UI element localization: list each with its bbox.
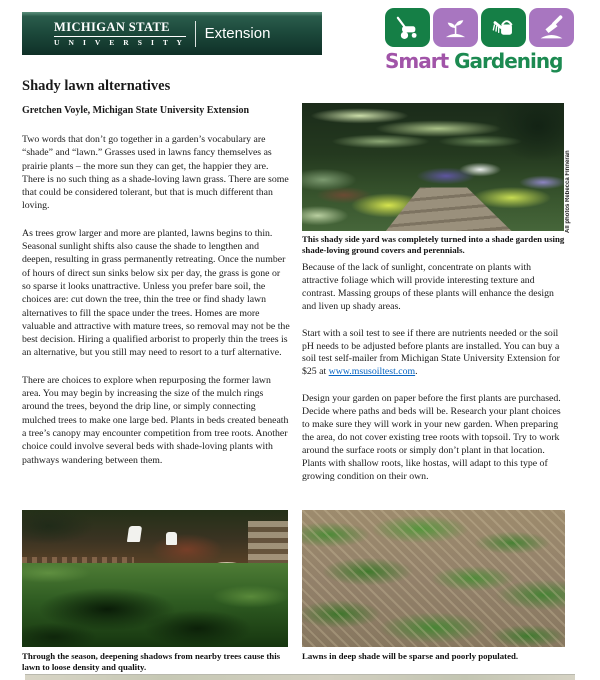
photo-shade-garden (302, 103, 564, 231)
smart-gardening-icon-row (385, 8, 577, 47)
paragraph: Because of the lack of sunlight, concentrate on plants with attractive foliage which will provide interesting texture and contrast. Massing groups of these plants will enhance the design and liven up shady areas. (302, 262, 554, 312)
photo-decoration-chair (166, 532, 177, 545)
paragraph-text: Start with a soil test to see if there are nutrients needed or the soil pH needs to be adjusted before plants are installed. You can buy a soil test self-mailer from Michigan State University Extension for $25 at (302, 327, 560, 378)
trowel-icon (529, 8, 574, 47)
msu-wordmark (22, 20, 270, 48)
msu-name-line1: MICHIGAN STATE (54, 20, 186, 37)
msu-extension-banner (22, 12, 322, 55)
photo-sparse-lawn (302, 510, 565, 647)
msu-name (54, 20, 186, 48)
extension-label: Extension (204, 25, 271, 42)
photo-decoration-lawn (22, 563, 288, 647)
lawn-mower-icon (385, 8, 430, 47)
wordmark-gardening: Gardening (454, 49, 563, 73)
paragraph: As trees grow larger and more are planted, lawns begins to thin. Seasonal sunlight shifts also cause the shade to lengthen and deepen, resulting in grass permanently retreating. Once the number of hours of direct sun sinks below six per day, the grass is gone or so sparse it looks unattractive. Unless you prefer bare soil, the choices are: cut down the tree, thin the tree or find shady lawn alternatives to fill the space under the trees. Homes are more valuable and attractive with mature trees, so removal may not be the best decision. Hiring a qualified arborist to properly thin the trees is an alternative, but you still may need to resort to a turf alternative. (22, 227, 290, 359)
seedling-icon (433, 8, 478, 47)
soil-test-link[interactable]: www.msusoiltest.com (328, 366, 416, 378)
byline: Gretchen Voyle, Michigan State University Extension (22, 105, 250, 116)
photo-caption-shaded-lawn: Through the season, deepening shadows from nearby trees cause this lawn to loose density and quality. (22, 651, 281, 672)
photo-decoration-stone-path (302, 187, 564, 231)
paragraph (302, 328, 567, 380)
smart-gardening-wordmark (385, 49, 577, 73)
watering-can-icon (481, 8, 526, 47)
wordmark-smart: Smart (385, 49, 449, 73)
photo-shaded-lawn (22, 510, 288, 647)
right-column (302, 262, 567, 498)
cut-off-photo-strip (25, 674, 575, 680)
photo-caption-sparse-lawn: Lawns in deep shade will be sparse and poorly populated. (302, 651, 519, 661)
photo-credit: All photos Rebecca Finneran (565, 150, 571, 233)
page-title: Shady lawn alternatives (22, 78, 171, 94)
paragraph: Design your garden on paper before the first plants are purchased. Decide where paths and beds will be. Research your plant choices to make sure they will work in your new garden. When preparing the area, do not cover existing tree roots with topsoil. Try to work around the surface roots or simply don’t plant in that location. Plants with shallow roots, like hostas, will adapt to this type of growing condition on their own. (302, 393, 561, 482)
paragraph-text: . (415, 366, 418, 378)
paragraph: Two words that don’t go together in a garden’s vocabulary are “shade” and “lawn.” Grasses used in lawns fancy themselves as prairie plants – the more sun they can get, the happier they are. There is no such thing as a shade-loving lawn grass. There are some that could be considered tolerant, but that is much different than loving. (22, 134, 289, 212)
smart-gardening-logo (385, 8, 577, 73)
paragraph: There are choices to explore when repurposing the former lawn area. You may begin by increasing the size of the mulch rings around the trees, beyond the drip line, or simply connecting mulched trees to make one large bed. Plants in beds created beneath a tree’s canopy may encounter competition from tree roots. Another choice could involve several beds with shade-loving plants with pathways wandering between them. (22, 374, 289, 466)
banner-divider (195, 21, 196, 47)
left-column (22, 133, 290, 481)
photo-caption-shade-garden: This shady side yard was completely turned into a shade garden using shade-loving ground covers and perennials. (302, 234, 565, 255)
msu-name-line2: U N I V E R S I T Y (54, 38, 186, 48)
